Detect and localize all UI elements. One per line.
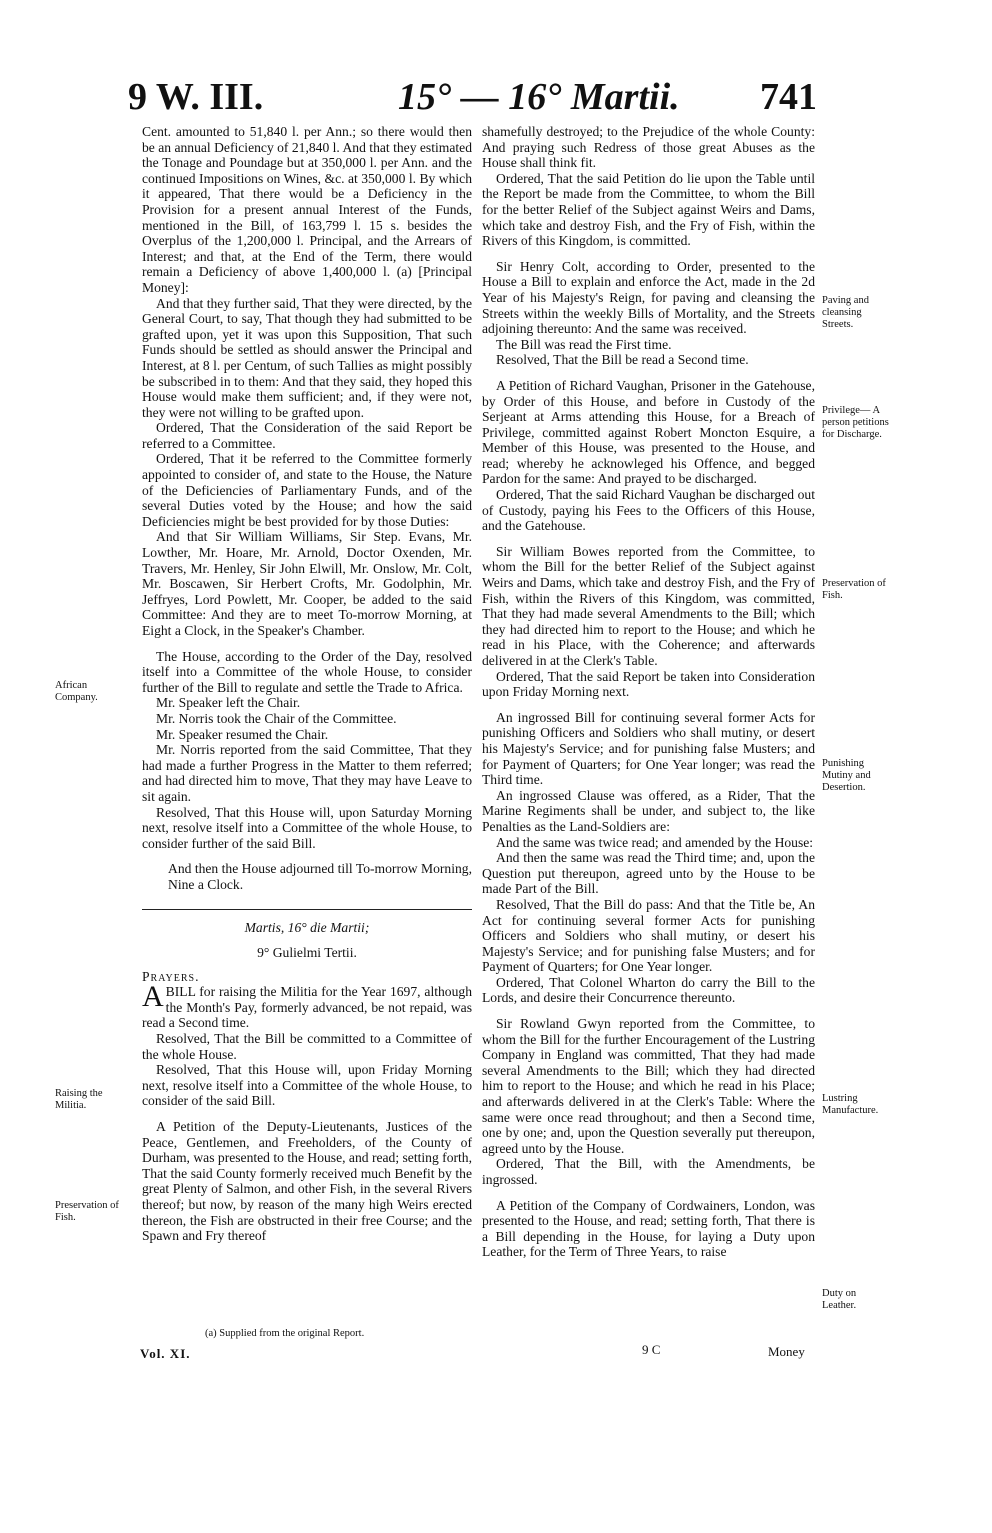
header-dates: 15° — 16° Martii. [398,76,680,118]
paragraph: An ingrossed Bill for continuing several former Acts for punishing Officers and Soldiers who shall mutiny, or desert his Majesty's Service; and for punishing false Musters; and for Payment of Quarters; for One Year longer; was read the Third time. [482,709,815,788]
paragraph: Resolved, That the Bill be committed to a Committee of the whole House. [142,1031,472,1062]
signature-mark: 9 C [642,1342,661,1357]
paragraph: Resolved, That this House will, upon Saturday Morning next, resolve itself into a Committee of the whole House, to consider further of the said Bill. [142,804,472,851]
paragraph: Mr. Norris reported from the said Committee, That they had made a further Progress in the Matter to them referred; and had directed him to move, That they may have Leave to sit again. [142,742,472,804]
left-column [142,124,472,1244]
paragraph: Sir Rowland Gwyn reported from the Committee, to whom the Bill for the further Encouragement of the Lustring Company in England was committed, That they had made several Amendments to the Bill; which they had directed him to report to the House; and which he read in his Place; and afterwards delivered in at the Clerk's Table: Where the same were once read throughout; and then a Second time, one by one; and, upon the Question severally put thereupon, agreed unto by the House. [482,1016,815,1156]
paragraph: shamefully destroyed; to the Prejudice of the whole County: And praying such Redress of those great Abuses as the House shall think fit. [482,124,815,171]
paragraph: A Petition of Richard Vaughan, Prisoner in the Gatehouse, by Order of this House, and before in Custody of the Serjeant at Arms attending this House, for a Breach of Privilege, committed against Robert Moncton Esquire, a Member of this House, was presented to the House, and read; whereby he acknowleged his Offence, and begged Pardon for the same: And prayed to be discharged. [482,377,815,487]
adjournment: And then the House adjourned till To-morrow Morning, Nine a Clock. [168,861,472,892]
paragraph: Ordered, That it be referred to the Committee formerly appointed to consider of, and state to the House, the Nature of the Deficiencies of Parliamentary Funds, and of the several Duties voted by the House; and how the said Deficiencies might be best provided for by those Duties: [142,451,472,529]
prayers-heading: Prayers. [142,968,200,984]
paragraph: Sir William Bowes reported from the Committee, to whom the Bill for the better Relief of the Subject against Weirs and Dams, which take and destroy Fish, and the Fry of Fish, within the Rivers of this Kingdom, was committed, That they had made several Amendments to the Bill; which they had directed him to report to the House; and which he read in his Place, with the Coherence; and afterwards delivered in at the Clerk's Table. [482,543,815,668]
paragraph: The Bill was read the First time. [496,336,672,352]
margin-note-privilege: Privilege— A person petitions for Discharge. [822,405,889,440]
paragraph: Mr. Speaker resumed the Chair. [156,726,329,742]
paragraph: An ingrossed Clause was offered, as a Rider, That the Marine Regiments shall be under, and subject to, the like Penalties as the Land-Soldiers are: [482,787,815,834]
margin-note-lustring: Lustring Manufacture. [822,1093,879,1116]
margin-note-fish: Preservation of Fish. [822,578,886,601]
margin-note-fish: Preservation of Fish. [55,1200,119,1223]
date-heading: Martis, 16° die Martii; [244,919,370,935]
paragraph: Ordered, That the Bill, with the Amendments, be ingrossed. [482,1156,815,1187]
paragraph: And that Sir William Williams, Sir Step. Evans, Mr. Lowther, Mr. Hoare, Mr. Arnold, Doctor Oxenden, Mr. Travers, Mr. Henley, Sir John Elwill, Mr. Onslow, Mr. Colt, Mr. Boscawen, Sir Herbert Crofts, Mr. Godolphin, Mr. Jeffryes, Lord Powlett, Mr. Cooper, be added to the said Committee: And they are to meet To-morrow Morning, at Eight a Clock, in the Speaker's Chamber. [142,529,472,638]
paragraph: A Petition of the Deputy-Lieutenants, Justices of the Peace, Gentlemen, and Freeholders, of the County of Durham, was presented to the House, and read; setting forth, That the said County formerly received much Benefit by the great Plenty of Salmon, and other Fish, in the several Rivers thereof; but now, by reason of the many high Weirs erected thereon, the Fish are obstructed in their free Course; and the Spawn and Fry thereof [142,1119,472,1244]
paragraph: Ordered, That the said Petition do lie upon the Table until the Report be made from the Committee, to whom the Bill for the better Relief of the Subject against Weirs and Dams, which take and destroy Fish, and the Fry of Fish, within the Rivers of this Kingdom, is committed. [482,170,815,249]
header-page-number: 741 [760,76,817,118]
paragraph: Resolved, That the Bill do pass: And that the Title be, An Act for continuing several former Acts for punishing Officers and Soldiers who shall mutiny, or desert his Majesty's Service; and for punishing false Musters; and for Payment of Quarters; for One Year longer. [482,896,815,975]
paragraph: Cent. amounted to 51,840 l. per Ann.; so there would then be an annual Deficiency of 21,840 l. And that they estimated the Tonage and Poundage but at 350,000 l. per Ann. and the continued Impositions on Wines, &c. at 350,000 l. By which it appeared, That there would be a Deficiency in the Provision for a present annual Interest of the Funds, mentioned in the Bill, of 163,799 l. 15 s. besides the Overplus of the 1,200,000 l. Principal, and the Arrears of Interest; and that, at the End of the Term, there would remain a Deficiency of above 1,400,000 l. (a) [Principal Money]: [142,124,472,295]
regnal-heading: 9° Gulielmi Tertii. [257,945,357,961]
paragraph: And that they further said, That they were directed, by the General Court, to say, That though they had submitted to be grafted upon, yet it was upon this Supposition, That such Funds should be settled as should answer the Principal and Interest, at 8 l. per Centum, of such Tallies as might possibly be subscribed in to them: And that they said, they hoped this House would make them sufficient; and, if they were not, they were not willing to be grafted upon. [142,295,472,420]
paragraph: Mr. Norris took the Chair of the Committee. [156,710,397,726]
volume-label: Vol. XI. [140,1346,191,1361]
header-regnal-year: 9 W. III. [128,76,264,118]
margin-note-african-company: African Company. [55,680,98,703]
paragraph: Mr. Speaker left the Chair. [156,695,301,711]
section-divider [142,909,472,910]
right-column [482,124,815,1260]
catchword: Money [768,1344,805,1359]
paragraph: ABILL for raising the Militia for the Year 1697, although the Month's Pay, formerly advanced, be not repaid, was read a Second time. [142,980,472,1031]
paragraph: Ordered, That the said Richard Vaughan be discharged out of Custody, paying his Fees to the Officers of this House, and the Gatehouse. [482,487,815,534]
paragraph: Ordered, That Colonel Wharton do carry the Bill to the Lords, and desire their Concurrence thereunto. [482,974,815,1006]
paragraph: Resolved, That this House will, upon Friday Morning next, resolve itself into a Committee of the whole House, to consider of the said Bill. [142,1062,472,1109]
margin-note-leather: Duty on Leather. [822,1288,857,1311]
paragraph: Sir Henry Colt, according to Order, presented to the House a Bill to explain and enforce the Act, made in the 2d Year of his Majesty's Reign, for paving and cleansing the Streets within the weekly Bills of Mortality, and the Streets adjoining thereunto: And the same was received. [482,258,815,337]
margin-note-militia: Raising the Militia. [55,1088,103,1111]
paragraph: A Petition of the Company of Cordwainers, London, was presented to the House, and read; setting forth, That there is a Bill depending in the House, for laying a Duty upon Leather, for the Term of Three Years, to raise [482,1197,815,1260]
paragraph: Ordered, That the Consideration of the said Report be referred to a Committee. [142,420,472,451]
paragraph: Resolved, That the Bill be read a Second time. [496,352,749,368]
paragraph: And then the same was read the Third time; and, upon the Question put thereupon, agreed unto by the House to be made Part of the Bill. [482,850,815,897]
paragraph: Ordered, That the said Report be taken into Consideration upon Friday Morning next. [482,668,815,700]
paragraph: The House, according to the Order of the Day, resolved itself into a Committee of the whole House, to consider further of the Bill to regulate and settle the Trade to Africa. [142,648,472,695]
paragraph: And the same was twice read; and amended by the House: [496,834,814,850]
margin-note-paving: Paving and cleansing Streets. [822,295,869,330]
margin-note-mutiny: Punishing Mutiny and Desertion. [822,758,871,793]
footnote: (a) Supplied from the original Report. [205,1328,365,1339]
